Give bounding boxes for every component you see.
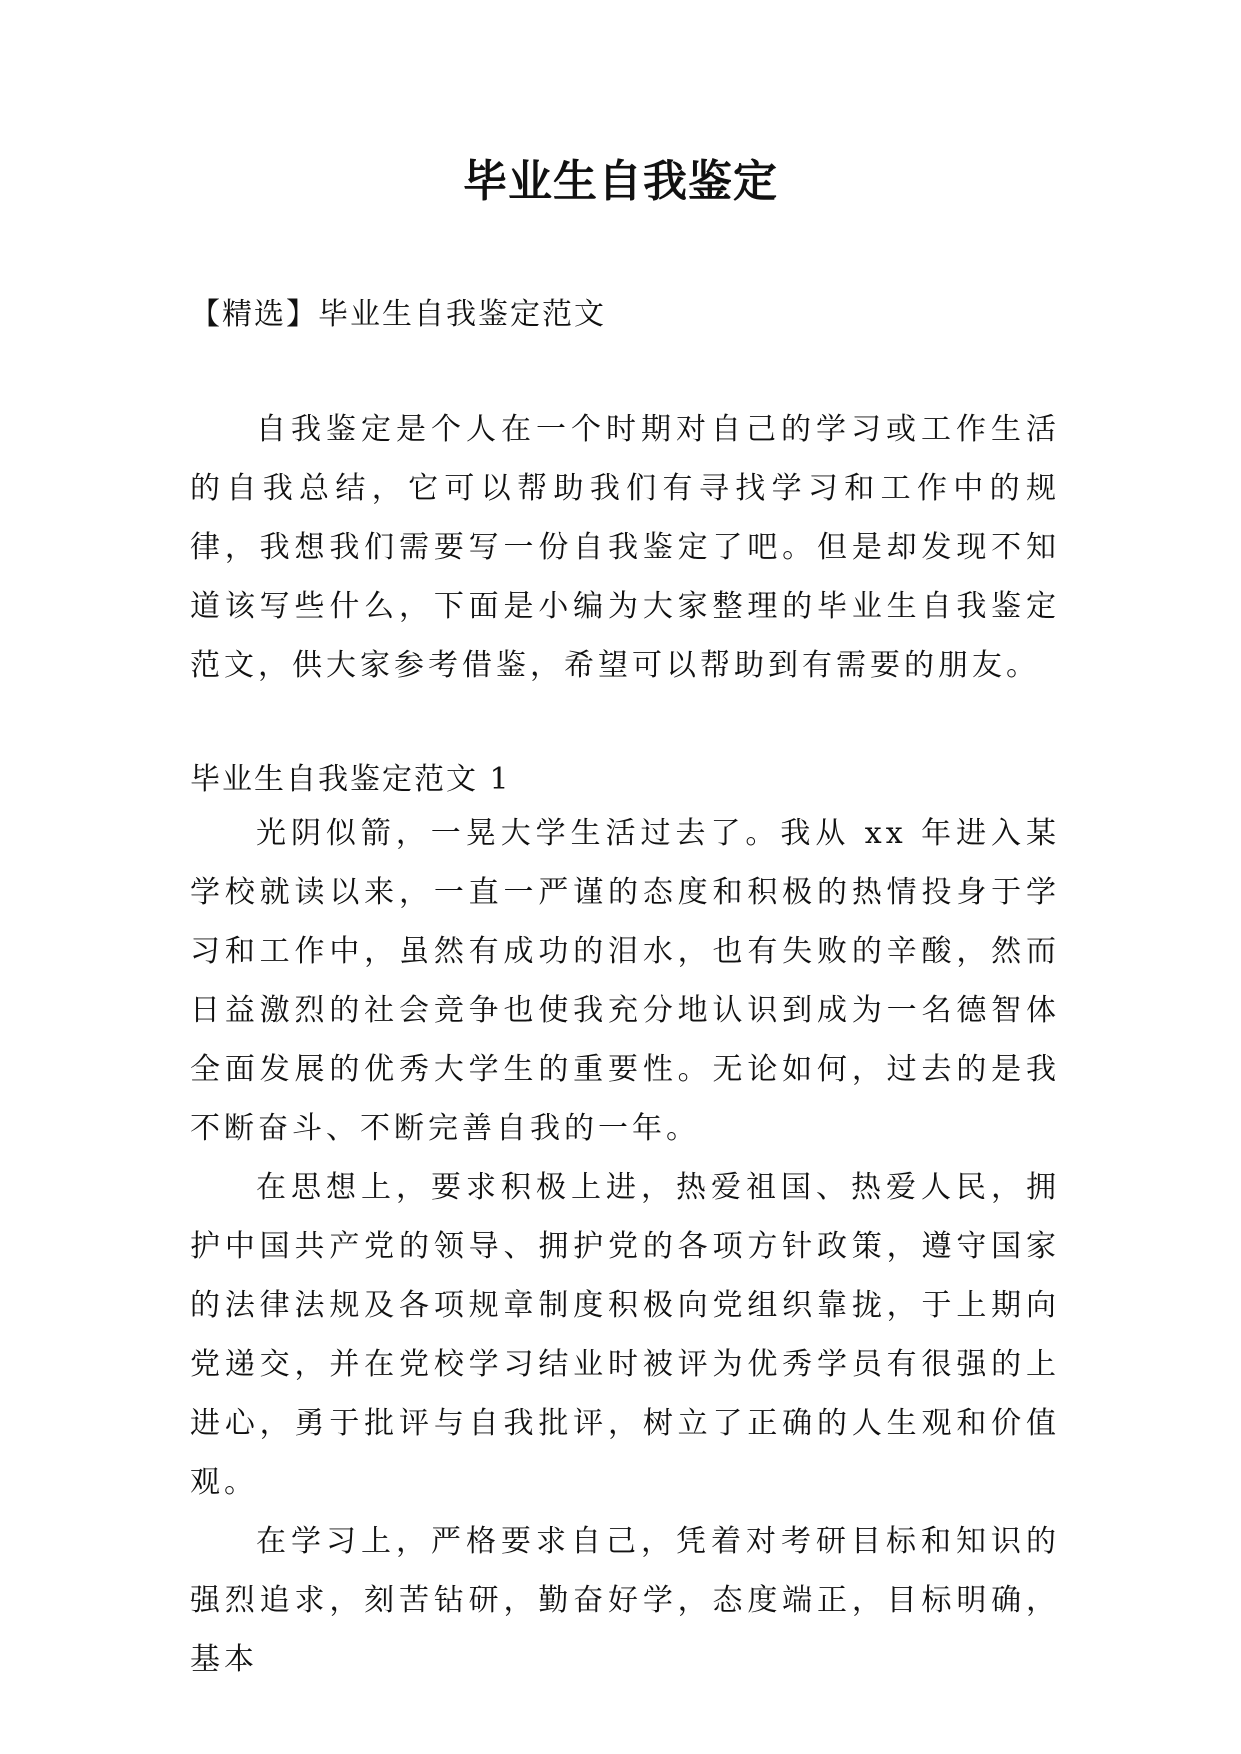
- essay-paragraph-3: 在学习上，严格要求自己，凭着对考研目标和知识的强烈追求，刻苦钻研，勤奋好学，态度端正，目标明确，基本: [190, 1524, 1060, 1677]
- essay-paragraph-2: 在思想上，要求积极上进，热爱祖国、热爱人民，拥护中国共产党的领导、拥护党的各项方针政策，遵守国家的法律法规及各项规章制度积极向党组织靠拢，于上期向党递交，并在党校学习结业时被评为优秀学员有很强的上进心，勇于批评与自我批评，树立了正确的人生观和价值观。: [190, 1170, 1060, 1500]
- document-title: 毕业生自我鉴定: [463, 156, 778, 207]
- intro-block: [190, 400, 1060, 695]
- document-subtitle: 【精选】毕业生自我鉴定范文: [190, 297, 606, 332]
- essay-paragraph-1: 光阴似箭，一晃大学生活过去了。我从 xx 年进入某学校就读以来，一直一严谨的态度和积极的热情投身于学习和工作中，虽然有成功的泪水，也有失败的辛酸，然而日益激烈的社会竞争也使我充分地认识到成为一名德智体全面发展的优秀大学生的重要性。无论如何，过去的是我不断奋斗、不断完善自我的一年。: [190, 816, 1060, 1146]
- section-heading: 毕业生自我鉴定范文 1: [190, 762, 511, 797]
- essay-body: [190, 804, 1060, 1689]
- intro-paragraph: 自我鉴定是个人在一个时期对自己的学习或工作生活的自我总结，它可以帮助我们有寻找学习和工作中的规律，我想我们需要写一份自我鉴定了吧。但是却发现不知道该写些什么，下面是小编为大家整理的毕业生自我鉴定范文，供大家参考借鉴，希望可以帮助到有需要的朋友。: [190, 412, 1060, 683]
